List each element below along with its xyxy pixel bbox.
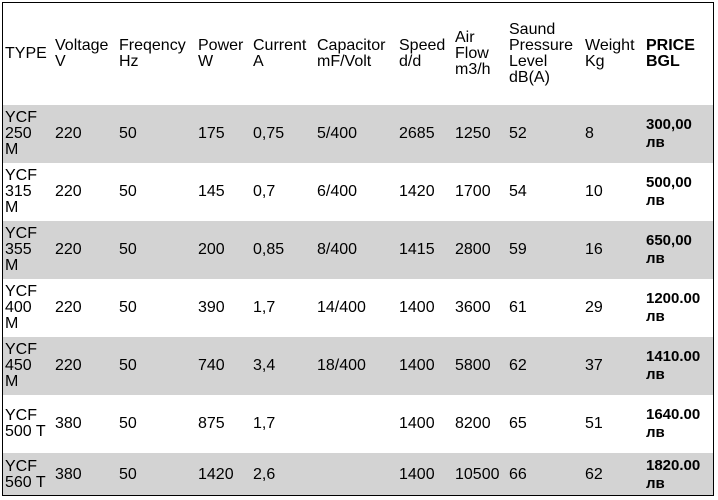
type-line: 315 [5, 183, 32, 200]
header-capacitor [315, 3, 397, 105]
type-line: 250 [5, 125, 32, 142]
cell-weight: 10 [585, 183, 603, 200]
table-row [3, 221, 713, 279]
cell-type [3, 105, 53, 163]
header-price [644, 3, 713, 105]
table-row [3, 279, 713, 337]
cell-frequency: 50 [119, 241, 137, 258]
header-weight-label: Weight [585, 37, 635, 54]
cell-price [644, 337, 713, 395]
cell-frequency: 50 [119, 299, 137, 316]
type-line: M [5, 373, 19, 390]
cell-weight: 29 [585, 299, 603, 316]
header-voltage [53, 3, 117, 105]
cell-power: 390 [198, 299, 225, 316]
table-row [3, 163, 713, 221]
cell-capacitor: 5/400 [317, 125, 358, 142]
cell-sound: 52 [509, 125, 527, 142]
header-row [3, 3, 713, 105]
header-speed [397, 3, 453, 105]
cell-sound: 59 [509, 241, 527, 258]
cell-air-flow: 2800 [455, 241, 491, 258]
header-voltage-unit: V [55, 53, 66, 70]
header-frequency [117, 3, 196, 105]
cell-weight: 8 [585, 125, 594, 142]
cell-frequency: 50 [119, 183, 137, 200]
cell-current: 0,75 [253, 125, 285, 142]
cell-speed: 1415 [399, 241, 435, 258]
cell-voltage: 220 [55, 357, 82, 374]
cell-power: 200 [198, 241, 225, 258]
cell-current: 1,7 [253, 299, 276, 316]
type-line: M [5, 199, 19, 216]
table-row [3, 453, 713, 496]
cell-voltage: 220 [55, 183, 82, 200]
price-value: 500,00 [646, 174, 692, 191]
header-sound-unit: dB(A) [509, 69, 550, 86]
cell-sound: 62 [509, 357, 527, 374]
header-current-unit: A [253, 53, 264, 70]
header-price-unit: BGL [646, 53, 680, 70]
type-line: YCF [5, 283, 37, 300]
header-price-label: PRICE [646, 37, 695, 54]
cell-voltage: 380 [55, 466, 82, 483]
header-power [196, 3, 251, 105]
price-currency: лв [646, 308, 665, 325]
cell-air-flow: 1700 [455, 183, 491, 200]
cell-sound: 65 [509, 415, 527, 432]
cell-sound: 66 [509, 466, 527, 483]
cell-frequency: 50 [119, 125, 137, 142]
cell-voltage: 220 [55, 241, 82, 258]
header-sound-level [507, 3, 583, 105]
header-frequency-unit: Hz [119, 53, 139, 70]
cell-air-flow: 1250 [455, 125, 491, 142]
cell-power: 175 [198, 125, 225, 142]
type-line: M [5, 141, 19, 158]
cell-price [644, 221, 713, 279]
cell-type [3, 453, 53, 496]
cell-weight: 16 [585, 241, 603, 258]
cell-capacitor: 6/400 [317, 183, 358, 200]
cell-power: 145 [198, 183, 225, 200]
header-sound-line1: Saund [509, 21, 556, 38]
header-type: TYPE [5, 45, 47, 62]
price-currency: лв [646, 134, 665, 151]
cell-power: 875 [198, 415, 225, 432]
header-frequency-label: Freqency [119, 37, 186, 54]
cell-speed: 1400 [399, 299, 435, 316]
price-value: 1200.00 [646, 290, 701, 307]
cell-weight: 62 [585, 466, 603, 483]
cell-current: 1,7 [253, 415, 276, 432]
cell-capacitor: 18/400 [317, 357, 366, 374]
cell-sound: 54 [509, 183, 527, 200]
header-speed-label: Speed [399, 37, 446, 54]
header-speed-unit: d/d [399, 53, 422, 70]
header-power-unit: W [198, 53, 214, 70]
cell-speed: 1420 [399, 183, 435, 200]
price-value: 1820.00 [646, 457, 701, 474]
cell-current: 0,7 [253, 183, 276, 200]
cell-price [644, 395, 713, 453]
cell-type [3, 337, 53, 395]
header-air-flow-unit: m3/h [455, 61, 491, 78]
cell-type [3, 221, 53, 279]
cell-weight: 37 [585, 357, 603, 374]
header-capacitor-unit: mF/Volt [317, 53, 372, 70]
cell-price [644, 105, 713, 163]
cell-type [3, 395, 53, 453]
cell-power: 740 [198, 357, 225, 374]
fan-price-table [3, 3, 713, 496]
header-air-flow-line2: Flow [455, 45, 489, 62]
cell-frequency: 50 [119, 415, 137, 432]
cell-speed: 1400 [399, 466, 435, 483]
table-row [3, 105, 713, 163]
cell-price [644, 279, 713, 337]
cell-type [3, 163, 53, 221]
cell-capacitor: 14/400 [317, 299, 366, 316]
header-air-flow-line1: Air [455, 29, 475, 46]
cell-frequency: 50 [119, 466, 137, 483]
header-sound-line2: Pressure [509, 37, 574, 54]
header-air-flow [453, 3, 507, 105]
cell-type [3, 279, 53, 337]
type-line: YCF [5, 458, 37, 475]
type-line: YCF [5, 225, 37, 242]
cell-air-flow: 5800 [455, 357, 491, 374]
price-value: 1640.00 [646, 406, 701, 423]
cell-speed: 1400 [399, 357, 435, 374]
type-line: YCF [5, 341, 37, 358]
cell-speed: 1400 [399, 415, 435, 432]
cell-voltage: 220 [55, 125, 82, 142]
cell-current: 3,4 [253, 357, 276, 374]
cell-frequency: 50 [119, 357, 137, 374]
price-currency: лв [646, 475, 665, 492]
cell-air-flow: 10500 [455, 466, 500, 483]
cell-voltage: 380 [55, 415, 82, 432]
header-current-label: Current [253, 37, 307, 54]
header-weight [583, 3, 644, 105]
price-currency: лв [646, 250, 665, 267]
header-weight-unit: Kg [585, 53, 605, 70]
price-currency: лв [646, 366, 665, 383]
header-capacitor-label: Capacitor [317, 37, 386, 54]
price-currency: лв [646, 192, 665, 209]
cell-current: 2,6 [253, 466, 276, 483]
header-voltage-label: Voltage [55, 37, 109, 54]
table-row [3, 337, 713, 395]
cell-price [644, 163, 713, 221]
cell-air-flow: 3600 [455, 299, 491, 316]
type-line: 400 [5, 299, 32, 316]
price-value: 1410.00 [646, 348, 701, 365]
header-power-label: Power [198, 37, 244, 54]
price-table-frame [2, 2, 714, 496]
price-value: 650,00 [646, 232, 692, 249]
type-line: M [5, 315, 19, 332]
type-line: YCF [5, 407, 37, 424]
type-line: 500 T [5, 423, 46, 440]
type-line: 560 T [5, 474, 46, 491]
type-line: M [5, 257, 19, 274]
price-value: 300,00 [646, 116, 692, 133]
cell-voltage: 220 [55, 299, 82, 316]
header-current [251, 3, 315, 105]
price-currency: лв [646, 424, 665, 441]
cell-price [644, 453, 713, 496]
cell-weight: 51 [585, 415, 603, 432]
cell-speed: 2685 [399, 125, 435, 142]
type-line: 450 [5, 357, 32, 374]
type-line: YCF [5, 167, 37, 184]
type-line: 355 [5, 241, 32, 258]
cell-capacitor [315, 453, 397, 496]
cell-air-flow: 8200 [455, 415, 491, 432]
cell-current: 0,85 [253, 241, 285, 258]
header-sound-line3: Level [509, 53, 548, 70]
cell-capacitor: 8/400 [317, 241, 358, 258]
table-row [3, 395, 713, 453]
cell-capacitor [315, 395, 397, 453]
type-line: YCF [5, 109, 37, 126]
cell-sound: 61 [509, 299, 527, 316]
cell-power: 1420 [198, 466, 234, 483]
